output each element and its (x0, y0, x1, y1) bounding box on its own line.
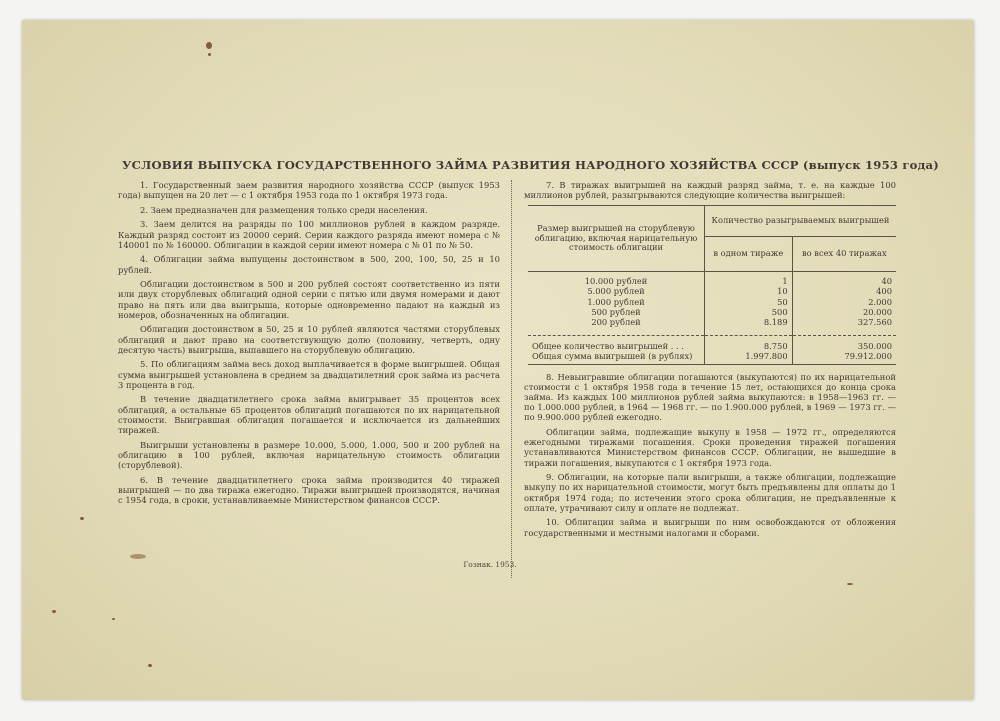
total-sum-all: 79.912.000 (792, 351, 896, 364)
column-divider (511, 180, 512, 578)
single-draw-value: 50 (705, 297, 793, 307)
single-draw-value: 8.189 (705, 317, 793, 335)
all-draws-value: 2.000 (868, 296, 892, 307)
stain-spot (112, 618, 115, 620)
clause-paragraph: 5. По облигациям займа весь доход выплачивается в форме выигрышей. Общая сумма выигрышей установлена в среднем за двадцатилетний срок займа из расчета 3 процента в год. (118, 359, 500, 390)
total-sum-label: Общая сумма выигрышей (в рублях) (528, 351, 705, 364)
all-draws-value: 327.560 (792, 317, 896, 335)
stain-spot (148, 664, 152, 667)
right-column (524, 180, 896, 542)
clause-paragraph: Облигации достоинством в 50, 25 и 10 рублей являются частями сторублевых облигаций и дают право на соответствующую долю (половину, четверть, одну десятую часть) выигрыша, выпавшего на сторублевую облигацию. (118, 324, 500, 355)
single-draw-header: в одном тираже (705, 236, 793, 271)
left-column (118, 180, 500, 510)
table-row (528, 307, 896, 317)
clause-paragraph: 1. Государственный заем развития народного хозяйства СССР (выпуск 1953 года) выпущен на 20 лет — с 1 октября 1953 года по 1 октября 1973 года. (118, 180, 500, 201)
clause-paragraph: 8. Невыигравшие облигации погашаются (выкупаются) по их нарицательной стоимости с 1 октября 1958 года в течение 15 лет, остающихся до конца срока займа. Из каждых 100 миллионов рублей займа выкупаются: в 1958—1963 гг. — по 1.000.000 рублей, в 1964 — 1968 гг. — по 1.900.000 рублей, в 1969 — 1973 гг. — по 9.900.000 рублей ежегодно. (524, 371, 896, 423)
all-draws-header: во всех 40 тиражах (792, 236, 896, 271)
stain-spot (80, 517, 84, 520)
stain-spot (847, 583, 853, 585)
total-count-all: 350.000 (857, 340, 892, 351)
total-count-label: Общее количество выигрышей . . . (528, 335, 705, 351)
prize-name: 10.000 рублей (528, 271, 705, 286)
clause-paragraph: Облигации займа, подлежащие выкупу в 1958 — 1972 гг., определяются ежегодными тиражами погашения. Сроки проведения тиражей погашения устанавливаются Министерством финансов СССР. Облигации, не вышедшие в тиражи погашения, выкупаются с 1 октября 1973 года. (524, 427, 896, 468)
prize-name: 5.000 рублей (528, 286, 705, 296)
clause-paragraph: 6. В течение двадцатилетнего срока займа производится 40 тиражей выигрышей — по два тиража ежегодно. Тиражи выигрышей производятся, начиная с 1954 года, в сроки, устанавливаемые Министерством финансов СССР. (118, 474, 500, 505)
prize-table (528, 205, 896, 365)
total-count-single: 8.750 (705, 335, 793, 351)
clause-paragraph: 3. Заем делится на разряды по 100 миллионов рублей в каждом разряде. Каждый разряд состоит из 20000 серий. Серии каждого разряда имеют номера с № 140001 по № 160000. Облигации в каждой серии имеют номера с № 01 по № 50. (118, 219, 500, 250)
table-row (528, 286, 896, 296)
clause-paragraph: 9. Облигации, на которые пали выигрыши, а также облигации, подлежащие выкупу по их нарицательной стоимости, могут быть предъявлены для оплаты до 1 октября 1974 года; по истечении этого срока облигации, не предъявленные к оплате, утрачивают силу и оплате не подлежат. (524, 472, 896, 513)
single-draw-value: 500 (705, 307, 793, 317)
table-row (528, 335, 896, 351)
printer-imprint: Гознак. 1953. (463, 560, 517, 569)
prize-size-header: Размер выигрышей на сторублевую облигацию, включая нарицательную стоимость облигации (528, 205, 705, 271)
all-draws-value: 40 (881, 275, 892, 286)
clause-paragraph: 4. Облигации займа выпущены достоинством в 500, 200, 100, 50, 25 и 10 рублей. (118, 254, 500, 275)
stain-spot (52, 610, 56, 613)
prize-name: 500 рублей (528, 307, 705, 317)
prize-name: 200 рублей (528, 317, 705, 335)
clause-paragraph: 10. Облигации займа и выигрыши по ним освобождаются от обложения государственными и местными налогами и сборами. (524, 517, 896, 538)
document-title: УСЛОВИЯ ВЫПУСКА ГОСУДАРСТВЕННОГО ЗАЙМА РАЗВИТИЯ НАРОДНОГО ХОЗЯЙСТВА СССР (выпуск 1953 года) (122, 158, 939, 172)
stain-spot (208, 53, 211, 56)
stain-spot (206, 42, 212, 49)
clause-paragraph: Облигации достоинством в 500 и 200 рублей состоят соответственно из пяти или двух сторублевых облигаций одной серии с пятью или двумя номерами и дают право на пять или два выигрыша, которые одновременно падают на каждый из номеров, обозначенных на облигации. (118, 279, 500, 320)
single-draw-value: 10 (705, 286, 793, 296)
clause-paragraph: Выигрыши установлены в размере 10.000, 5.000, 1.000, 500 и 200 рублей на облигацию в 100 рублей, включая нарицательную стоимость облигации (сторублевой). (118, 439, 500, 470)
prize-name: 1.000 рублей (528, 297, 705, 307)
single-draw-value: 1 (705, 271, 793, 286)
clause-paragraph: 2. Заем предназначен для размещения только среди населения. (140, 204, 428, 215)
table-row (528, 317, 896, 335)
all-draws-value: 400 (876, 286, 892, 297)
all-draws-value: 20.000 (862, 307, 892, 318)
table-row (528, 297, 896, 307)
clause-paragraph: В течение двадцатилетнего срока займа выигрывает 35 процентов всех облигаций, а остальные 65 процентов облигаций погашаются по их нарицательной стоимости. Выигравшая облигация погашается и исключается из дальнейших тиражей. (118, 394, 500, 435)
stain-spot (130, 554, 146, 559)
total-sum-single: 1.997.800 (705, 351, 793, 364)
table-row (528, 351, 896, 364)
table-row (528, 271, 896, 286)
prize-count-header: Количество разыгрываемых выигрышей (705, 205, 897, 236)
clause-paragraph: 7. В тиражах выигрышей на каждый разряд займа, т. е. на каждые 100 миллионов рублей, разыгрываются следующие количества выигрышей: (524, 180, 896, 201)
